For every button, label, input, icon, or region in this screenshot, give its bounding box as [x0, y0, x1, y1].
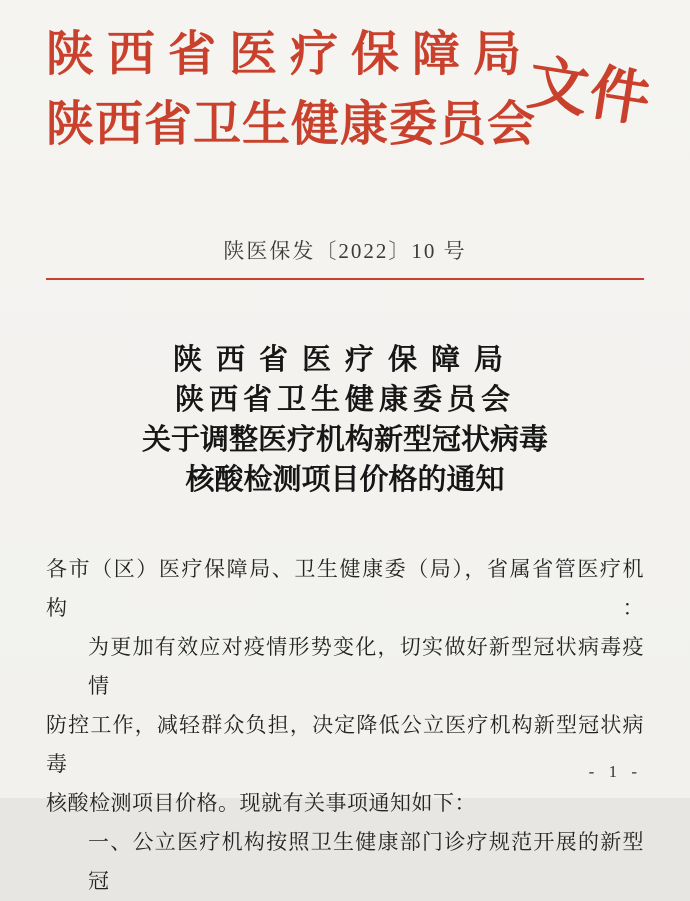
salutation-line: 各市（区）医疗保障局、卫生健康委（局），省属省管医疗机构： — [46, 557, 644, 620]
body-line: 一、公立医疗机构按照卫生健康部门诊疗规范开展的新型冠 — [88, 830, 644, 893]
letterhead-agency-line-2: 陕西省卫生健康委员会 — [46, 98, 537, 151]
letterhead-agency-line-1: 陕西省医疗保障局 — [46, 28, 535, 81]
document-number: 陕医保发〔2022〕10 号 — [223, 239, 467, 263]
title-line-4: 核酸检测项目价格的通知 — [185, 464, 505, 496]
document-body — [46, 550, 644, 901]
title-line-3: 关于调整医疗机构新型冠状病毒 — [141, 424, 548, 456]
body-line: 为更加有效应对疫情形势变化，切实做好新型冠状病毒疫情 — [88, 635, 644, 698]
title-line-1: 陕西省医疗保障局 — [172, 344, 517, 376]
title-line-2: 陕西省卫生健康委员会 — [174, 384, 515, 416]
document-title — [46, 340, 644, 500]
letterhead — [46, 20, 657, 160]
body-line: 防控工作，减轻群众负担，决定降低公立医疗机构新型冠状病毒 — [46, 713, 644, 776]
document-type-label: 文件 — [523, 49, 657, 135]
body-line: 核酸检测项目价格。现就有关事项通知如下： — [46, 791, 476, 815]
red-divider-line — [46, 278, 644, 280]
page-number: - 1 - — [588, 762, 642, 781]
